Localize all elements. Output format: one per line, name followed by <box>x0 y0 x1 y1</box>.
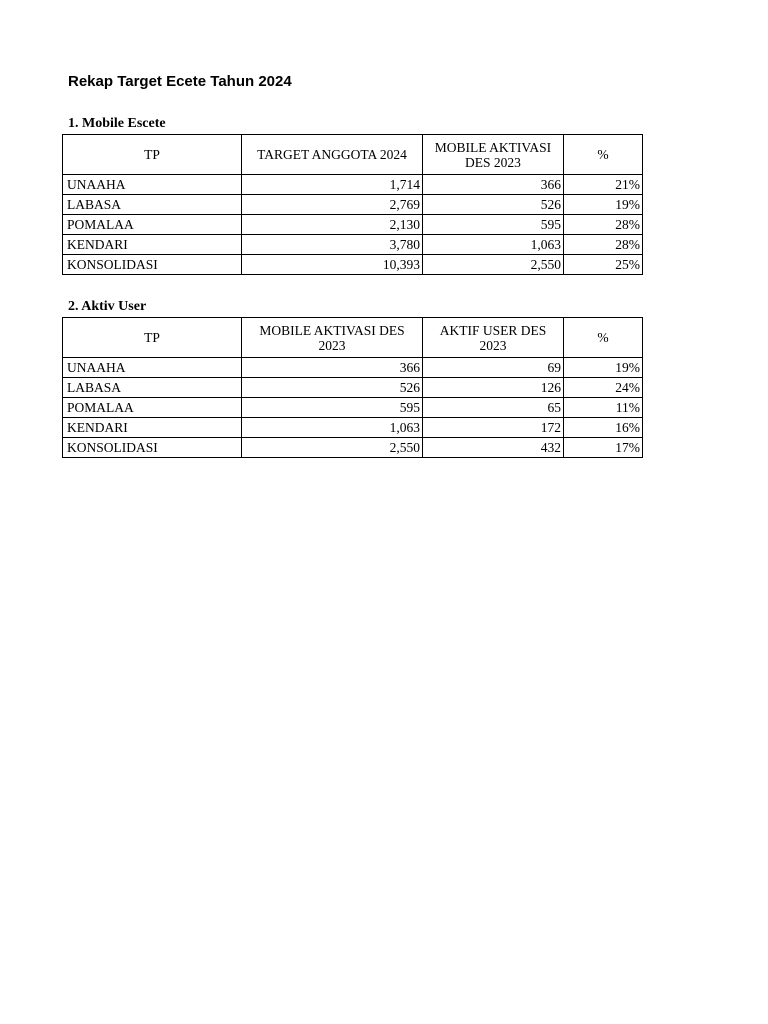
column-header-percent: % <box>564 135 643 175</box>
cell-tp: UNAAHA <box>63 358 242 378</box>
cell-percent: 21% <box>564 175 643 195</box>
table-row <box>63 195 643 215</box>
section-title-mobile-escete: 1. Mobile Escete <box>68 116 166 131</box>
cell-mobile-aktivasi: 1,063 <box>423 235 564 255</box>
column-header-aktif-user: AKTIF USER DES 2023 <box>423 318 564 358</box>
table-mobile-escete <box>62 134 643 275</box>
table-row <box>63 378 643 398</box>
column-header-mobile-aktivasi: MOBILE AKTIVASI DES 2023 <box>242 318 423 358</box>
table-row <box>63 358 643 378</box>
cell-target-anggota: 2,130 <box>242 215 423 235</box>
table-header-row <box>63 135 643 175</box>
document-title: Rekap Target Ecete Tahun 2024 <box>68 73 292 90</box>
cell-percent: 24% <box>564 378 643 398</box>
cell-aktif-user: 172 <box>423 418 564 438</box>
cell-tp: LABASA <box>63 378 242 398</box>
cell-mobile-aktivasi: 595 <box>423 215 564 235</box>
cell-mobile-aktivasi: 366 <box>242 358 423 378</box>
column-header-mobile-aktivasi: MOBILE AKTIVASI DES 2023 <box>423 135 564 175</box>
cell-target-anggota: 10,393 <box>242 255 423 275</box>
cell-mobile-aktivasi: 526 <box>242 378 423 398</box>
table-row <box>63 175 643 195</box>
table-row <box>63 235 643 255</box>
cell-tp: POMALAA <box>63 398 242 418</box>
column-header-tp: TP <box>63 318 242 358</box>
section-title-aktiv-user: 2. Aktiv User <box>68 299 147 314</box>
table-row <box>63 438 643 458</box>
table-row <box>63 418 643 438</box>
cell-percent: 28% <box>564 235 643 255</box>
cell-mobile-aktivasi: 366 <box>423 175 564 195</box>
cell-tp: KENDARI <box>63 235 242 255</box>
cell-aktif-user: 432 <box>423 438 564 458</box>
cell-aktif-user: 65 <box>423 398 564 418</box>
cell-tp: KONSOLIDASI <box>63 438 242 458</box>
cell-percent: 16% <box>564 418 643 438</box>
cell-tp: LABASA <box>63 195 242 215</box>
table-row <box>63 255 643 275</box>
cell-percent: 11% <box>564 398 643 418</box>
table-aktiv-user <box>62 317 643 458</box>
cell-tp: KENDARI <box>63 418 242 438</box>
cell-percent: 25% <box>564 255 643 275</box>
table-row <box>63 215 643 235</box>
cell-tp: KONSOLIDASI <box>63 255 242 275</box>
cell-mobile-aktivasi: 2,550 <box>242 438 423 458</box>
cell-percent: 17% <box>564 438 643 458</box>
cell-tp: UNAAHA <box>63 175 242 195</box>
table-row <box>63 398 643 418</box>
cell-target-anggota: 1,714 <box>242 175 423 195</box>
cell-percent: 19% <box>564 358 643 378</box>
cell-tp: POMALAA <box>63 215 242 235</box>
column-header-tp: TP <box>63 135 242 175</box>
cell-aktif-user: 69 <box>423 358 564 378</box>
cell-percent: 19% <box>564 195 643 215</box>
cell-mobile-aktivasi: 2,550 <box>423 255 564 275</box>
cell-target-anggota: 3,780 <box>242 235 423 255</box>
cell-mobile-aktivasi: 526 <box>423 195 564 215</box>
column-header-target-anggota: TARGET ANGGOTA 2024 <box>242 135 423 175</box>
cell-mobile-aktivasi: 1,063 <box>242 418 423 438</box>
cell-mobile-aktivasi: 595 <box>242 398 423 418</box>
cell-aktif-user: 126 <box>423 378 564 398</box>
cell-target-anggota: 2,769 <box>242 195 423 215</box>
cell-percent: 28% <box>564 215 643 235</box>
column-header-percent: % <box>564 318 643 358</box>
table-header-row <box>63 318 643 358</box>
